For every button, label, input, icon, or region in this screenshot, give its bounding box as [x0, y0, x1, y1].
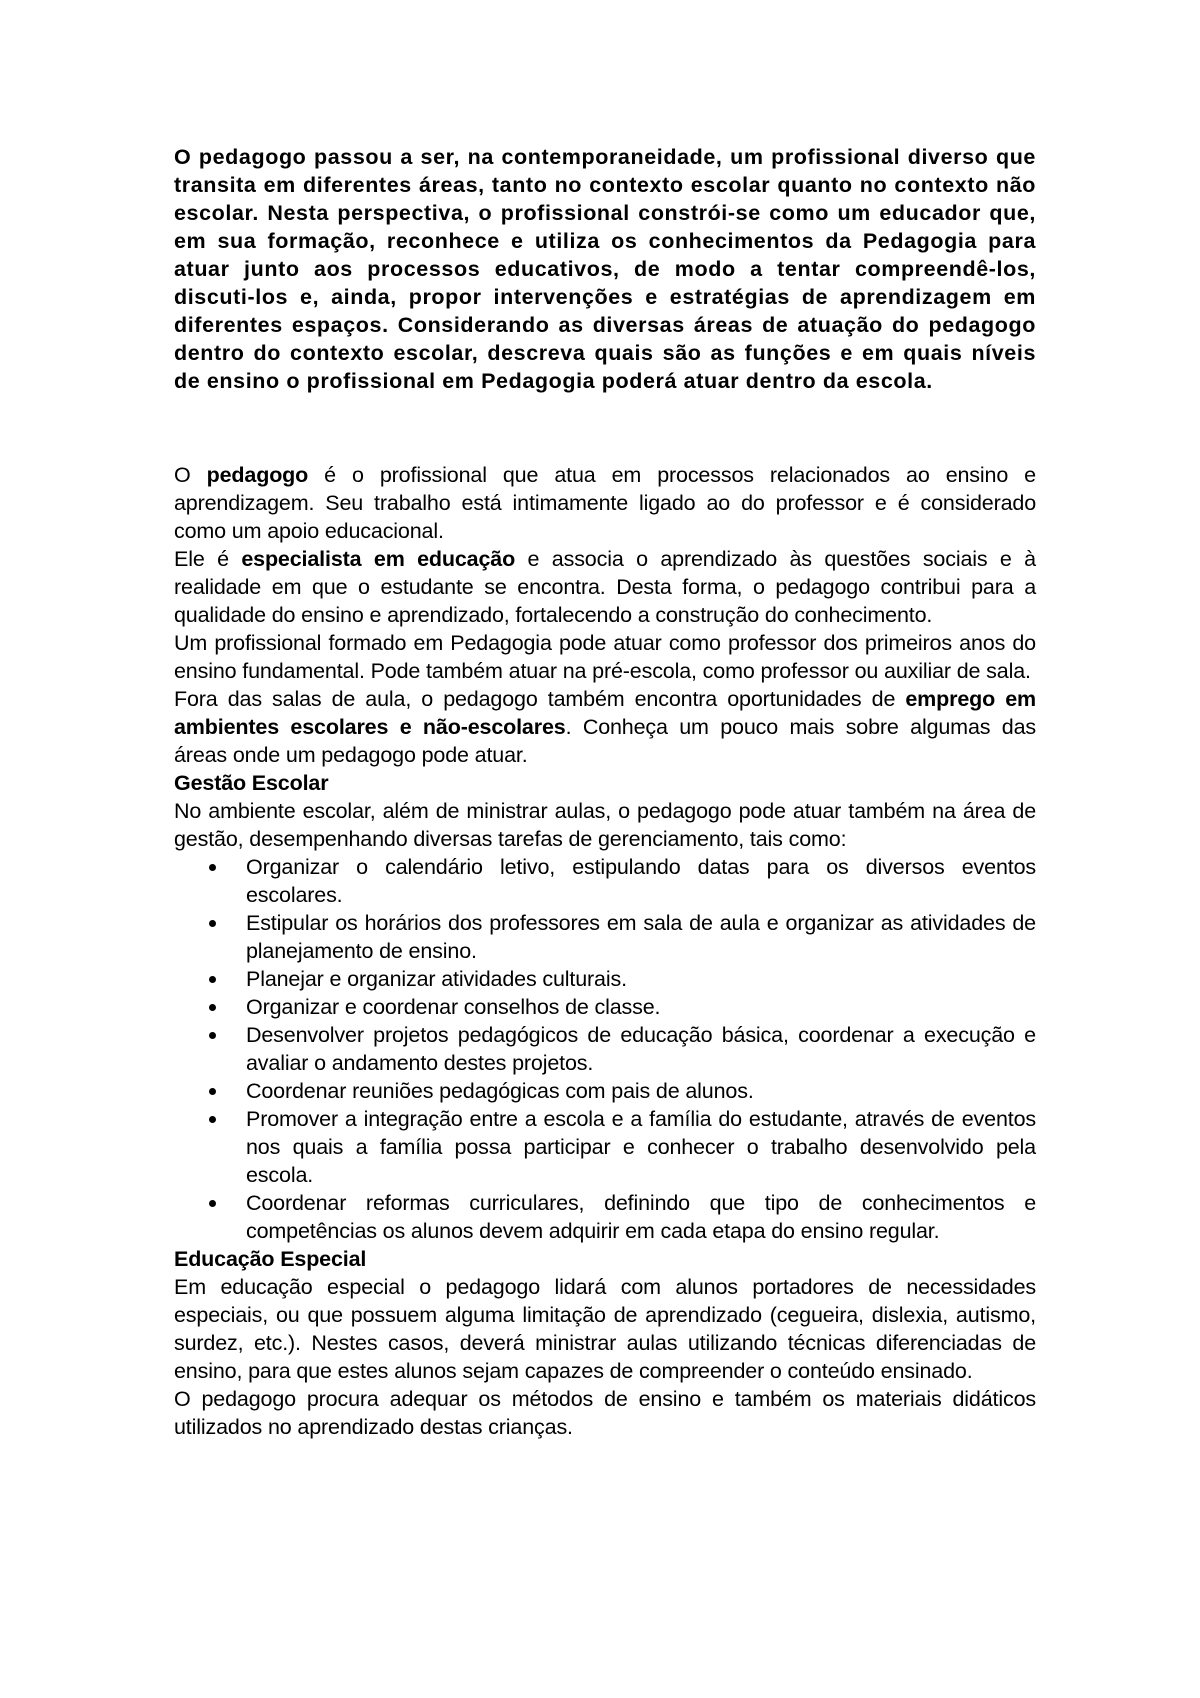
gestao-escolar-intro: No ambiente escolar, além de ministrar aulas, o pedagogo pode atuar também na área de gestão, desempenhando diversas tarefas de gerenciamento, tais como: [174, 799, 1036, 851]
list-item-text: Organizar o calendário letivo, estipulando datas para os diversos eventos escolares. [246, 855, 1036, 907]
answer-paragraph-2 [174, 545, 1036, 629]
answer-p2-bold: especialista em educação [241, 547, 516, 571]
bullet-icon [209, 1004, 216, 1011]
bullet-icon [209, 1116, 216, 1123]
question-paragraph: O pedagogo passou a ser, na contemporaneidade, um profissional diverso que transita em diferentes áreas, tanto no contexto escolar quanto no contexto não escolar. Nesta perspectiva, o profissional constrói-se como um educador que, em sua formação, reconhece e utiliza os conhecimentos da Pedagogia para atuar junto aos processos educativos, de modo a tentar compreendê-los, discuti-los e, ainda, propor intervenções e estratégias de aprendizagem em diferentes espaços. Considerando as diversas áreas de atuação do pedagogo dentro do contexto escolar, descreva quais são as funções e em quais níveis de ensino o profissional em Pedagogia poderá atuar dentro da escola. [174, 145, 1036, 393]
list-item [174, 909, 1036, 965]
answer-paragraph-3: Um profissional formado em Pedagogia pode atuar como professor dos primeiros anos do ensino fundamental. Pode também atuar na pré-escola, como professor ou auxiliar de sala. [174, 631, 1036, 683]
answer-p4-post: . Conheça um pouco mais sobre algumas das áreas onde um pedagogo pode atuar. [174, 715, 1036, 767]
list-item [174, 965, 1036, 993]
list-item-text: Coordenar reuniões pedagógicas com pais de alunos. [246, 1079, 754, 1103]
bullet-icon [209, 976, 216, 983]
list-item-text: Promover a integração entre a escola e a família do estudante, através de eventos nos quais a família possa participar e conhecer o trabalho desenvolvido pela escola. [246, 1107, 1036, 1187]
list-item [174, 1105, 1036, 1189]
answer-paragraph-1 [174, 461, 1036, 545]
bullet-icon [209, 1200, 216, 1207]
list-item [174, 993, 1036, 1021]
list-item [174, 1189, 1036, 1245]
answer-p2-post: e associa o aprendizado às questões sociais e à realidade em que o estudante se encontra. Desta forma, o pedagogo contribui para a qualidade do ensino e aprendizado, fortalecendo a construção do conhecimento. [174, 547, 1036, 627]
answer-paragraph-4 [174, 685, 1036, 769]
educacao-especial-paragraph-2: O pedagogo procura adequar os métodos de ensino e também os materiais didáticos utilizados no aprendizado destas crianças. [174, 1387, 1036, 1439]
bullet-icon [209, 1088, 216, 1095]
list-item-text: Coordenar reformas curriculares, definindo que tipo de conhecimentos e competências os alunos devem adquirir em cada etapa do ensino regular. [246, 1191, 1036, 1243]
list-item-text: Planejar e organizar atividades culturais. [246, 967, 627, 991]
educacao-especial-paragraph-1: Em educação especial o pedagogo lidará com alunos portadores de necessidades especiais, ou que possuem alguma limitação de aprendizado (cegueira, dislexia, autismo, surdez, etc.). Nestes casos, deverá ministrar aulas utilizando técnicas diferenciadas de ensino, para que estes alunos sejam capazes de compreender o conteúdo ensinado. [174, 1275, 1036, 1383]
list-item [174, 1021, 1036, 1077]
answer-p4-pre: Fora das salas de aula, o pedagogo também encontra oportunidades de [174, 687, 906, 711]
gestao-escolar-heading: Gestão Escolar [174, 771, 329, 795]
answer-p1-bold: pedagogo [206, 463, 309, 487]
list-item-text: Estipular os horários dos professores em sala de aula e organizar as atividades de planejamento de ensino. [246, 911, 1036, 963]
answer-p1-pre: O [174, 463, 207, 487]
bullet-icon [209, 920, 216, 927]
answer-section [174, 461, 1036, 1441]
answer-p2-pre: Ele é [174, 547, 242, 571]
answer-p1-post: é o profissional que atua em processos relacionados ao ensino e aprendizagem. Seu trabalho está intimamente ligado ao do professor e é considerado como um apoio educacional. [174, 463, 1036, 543]
answer-p4-bold: emprego em ambientes escolares e não-escolares [174, 687, 1036, 739]
gestao-tasks-list [174, 853, 1036, 1245]
document-page [174, 143, 1036, 1441]
list-item-text: Organizar e coordenar conselhos de classe. [246, 995, 661, 1019]
list-item-text: Desenvolver projetos pedagógicos de educação básica, coordenar a execução e avaliar o andamento destes projetos. [246, 1023, 1036, 1075]
list-item [174, 1077, 1036, 1105]
bullet-icon [209, 1032, 216, 1039]
list-item [174, 853, 1036, 909]
educacao-especial-heading: Educação Especial [174, 1247, 367, 1271]
bullet-icon [209, 864, 216, 871]
